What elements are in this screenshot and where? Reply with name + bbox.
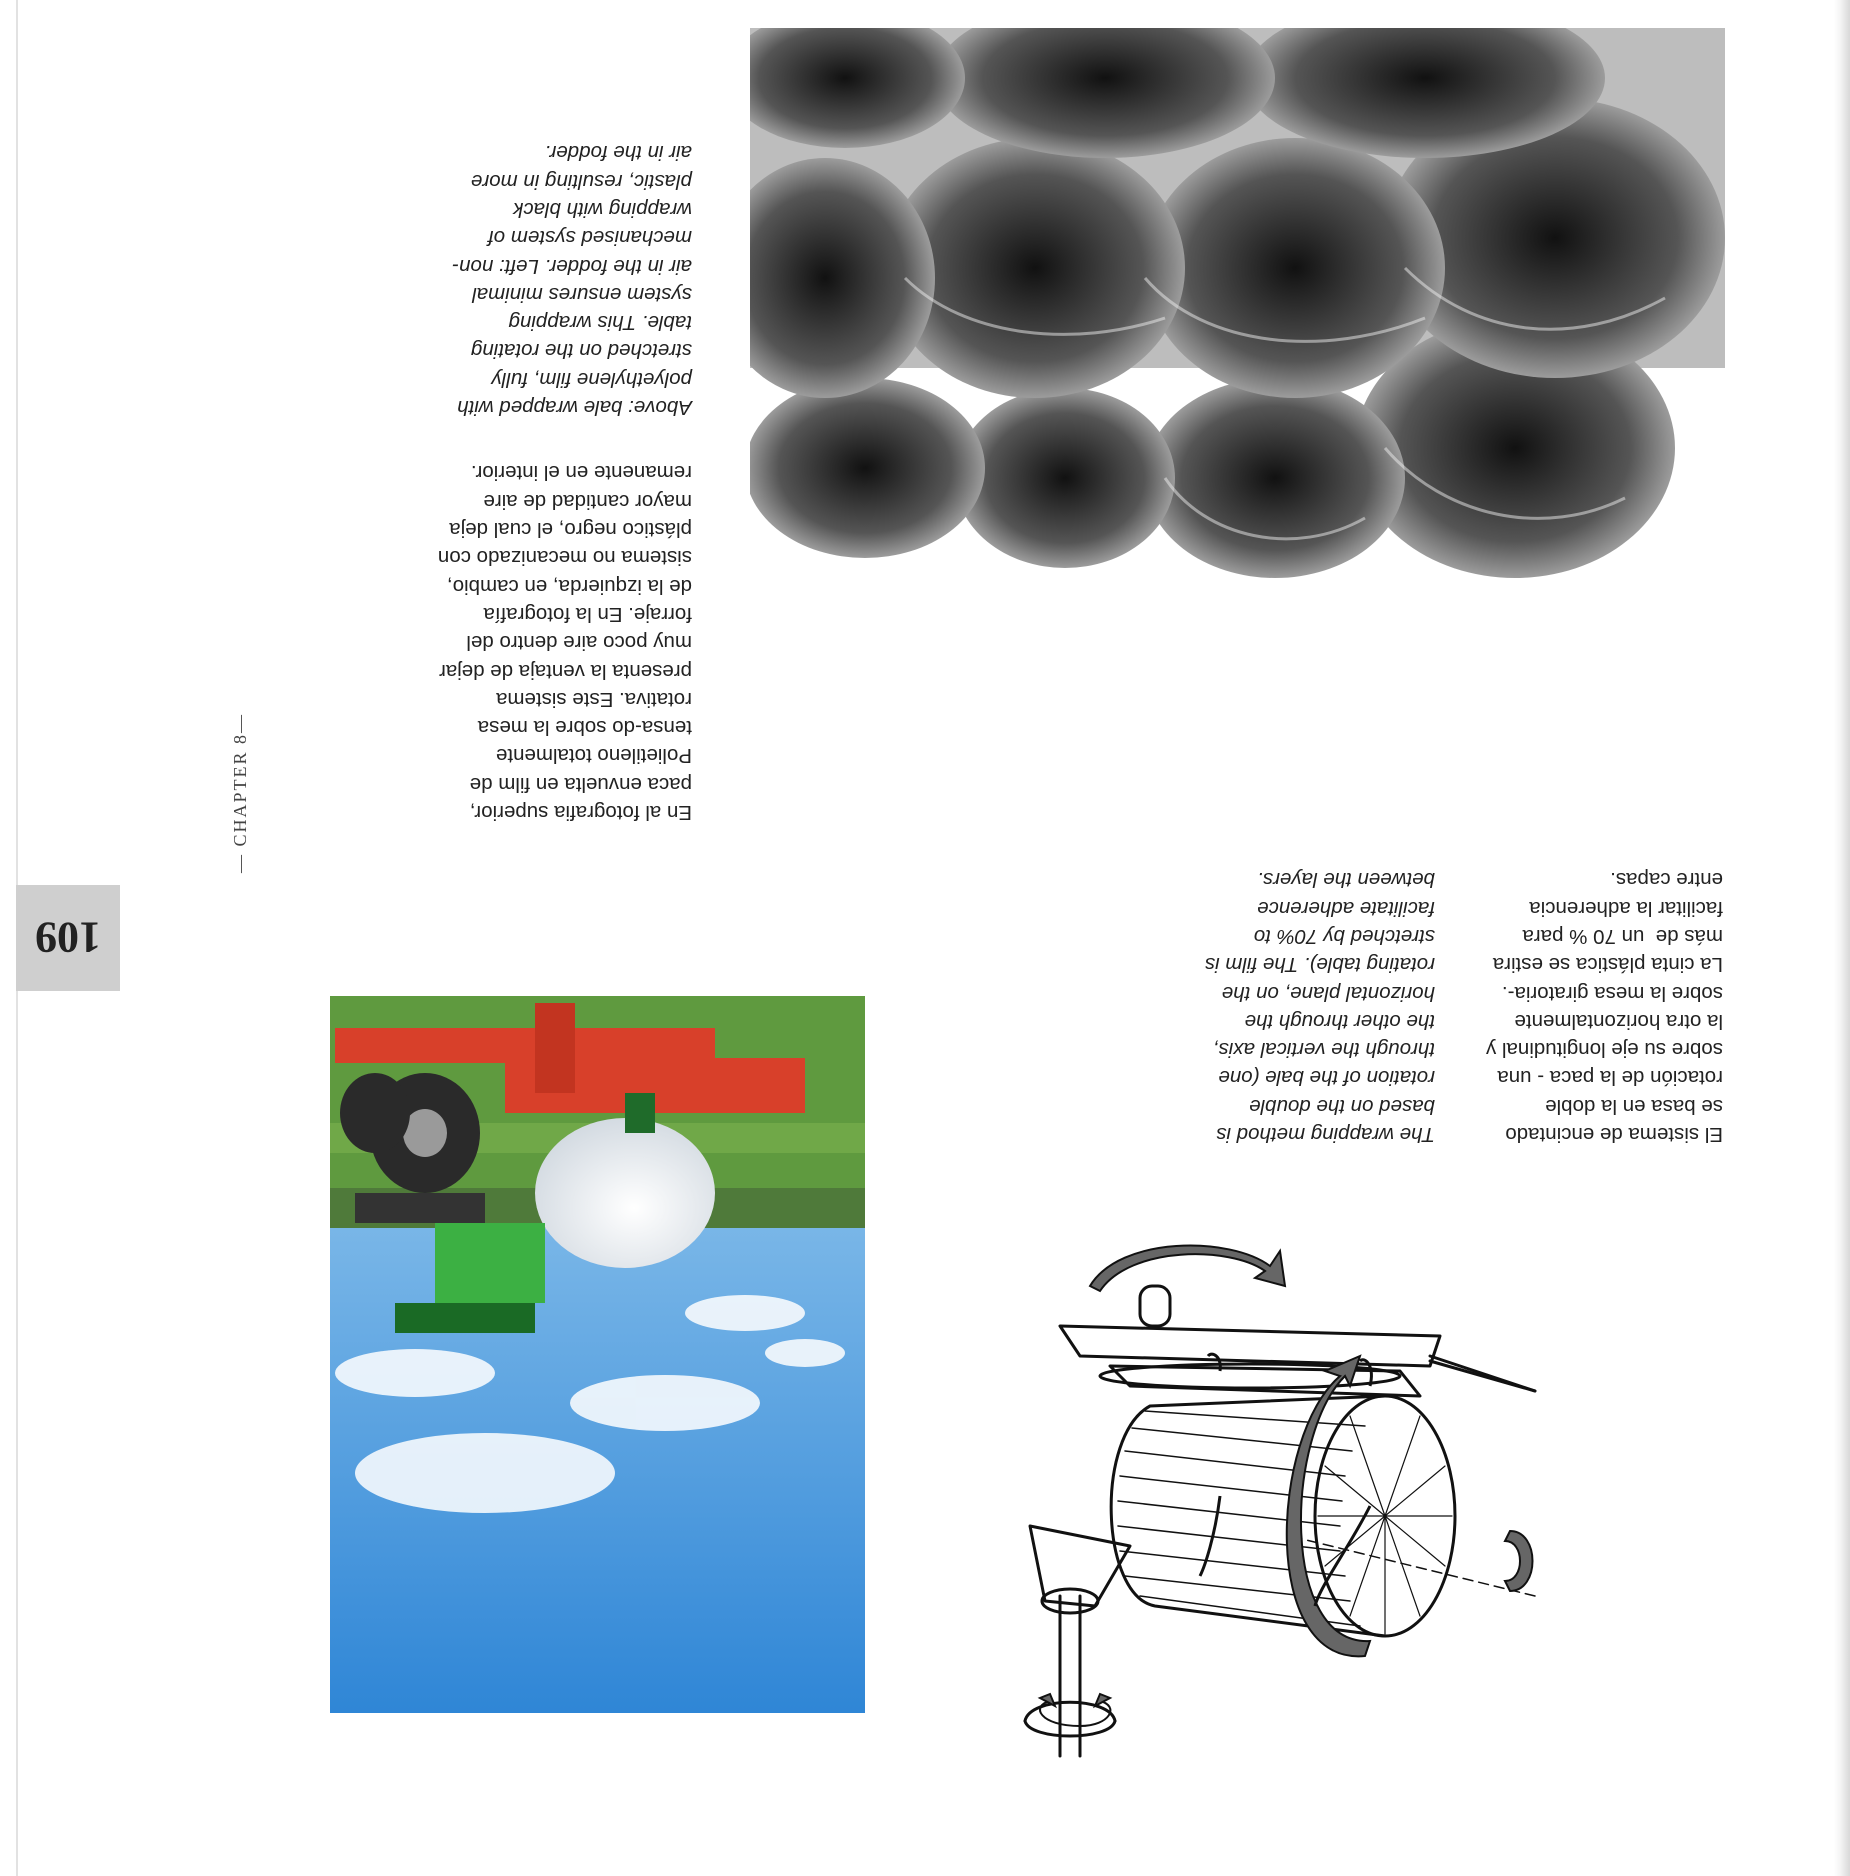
caption-english-top: The wrapping method is based on the double rotation of the bale (one through the vertical axis, the other through the horizontal plane, on the rotating table). The film is stretched by 70% to facilitate adherence between the layers. <box>1204 868 1435 1146</box>
page-number: 109 <box>35 913 101 963</box>
chapter-label: — CHAPTER 8— <box>230 712 250 873</box>
tractor-bale-wrapper-photo <box>330 996 865 1713</box>
caption-english-bottom: Above: bale wrapped with polyethylene film, fully stretched on the rotating table. This wrapping system ensures minimal air in the fodder. Left: non- mechanised system of wrapping with black plastic, resulting in more air in the fodder. <box>452 141 692 419</box>
black-plastic-bales-photo <box>750 28 1725 598</box>
page-number-tab <box>16 885 120 991</box>
caption-spanish-top: El sistema de encintado se basa en la doble rotación de la paca - una sobre su eje longitudinal y la otra horizontalmente sobre la mesa giratoria-. La cinta plástica se estira más de un 70 % para facilitar la adherencia entre capas. <box>1485 868 1723 1146</box>
caption-spanish-bottom: En al fotografia superior, paca envuelta en film de Polietileno totalmente tensa-do sobre la mesa rotativa. Este sistema presenta la ventaja de dejar muy poco aire dentro del forraje. En la fotografía de la izquierda, en cambio, sistema no mecanizado con plástico negro, el cual deja mayor cantidad de aire remanente en el interior. <box>437 461 692 824</box>
page-gutter <box>1834 0 1850 1876</box>
bale-wrapping-diagram <box>990 1236 1550 1766</box>
